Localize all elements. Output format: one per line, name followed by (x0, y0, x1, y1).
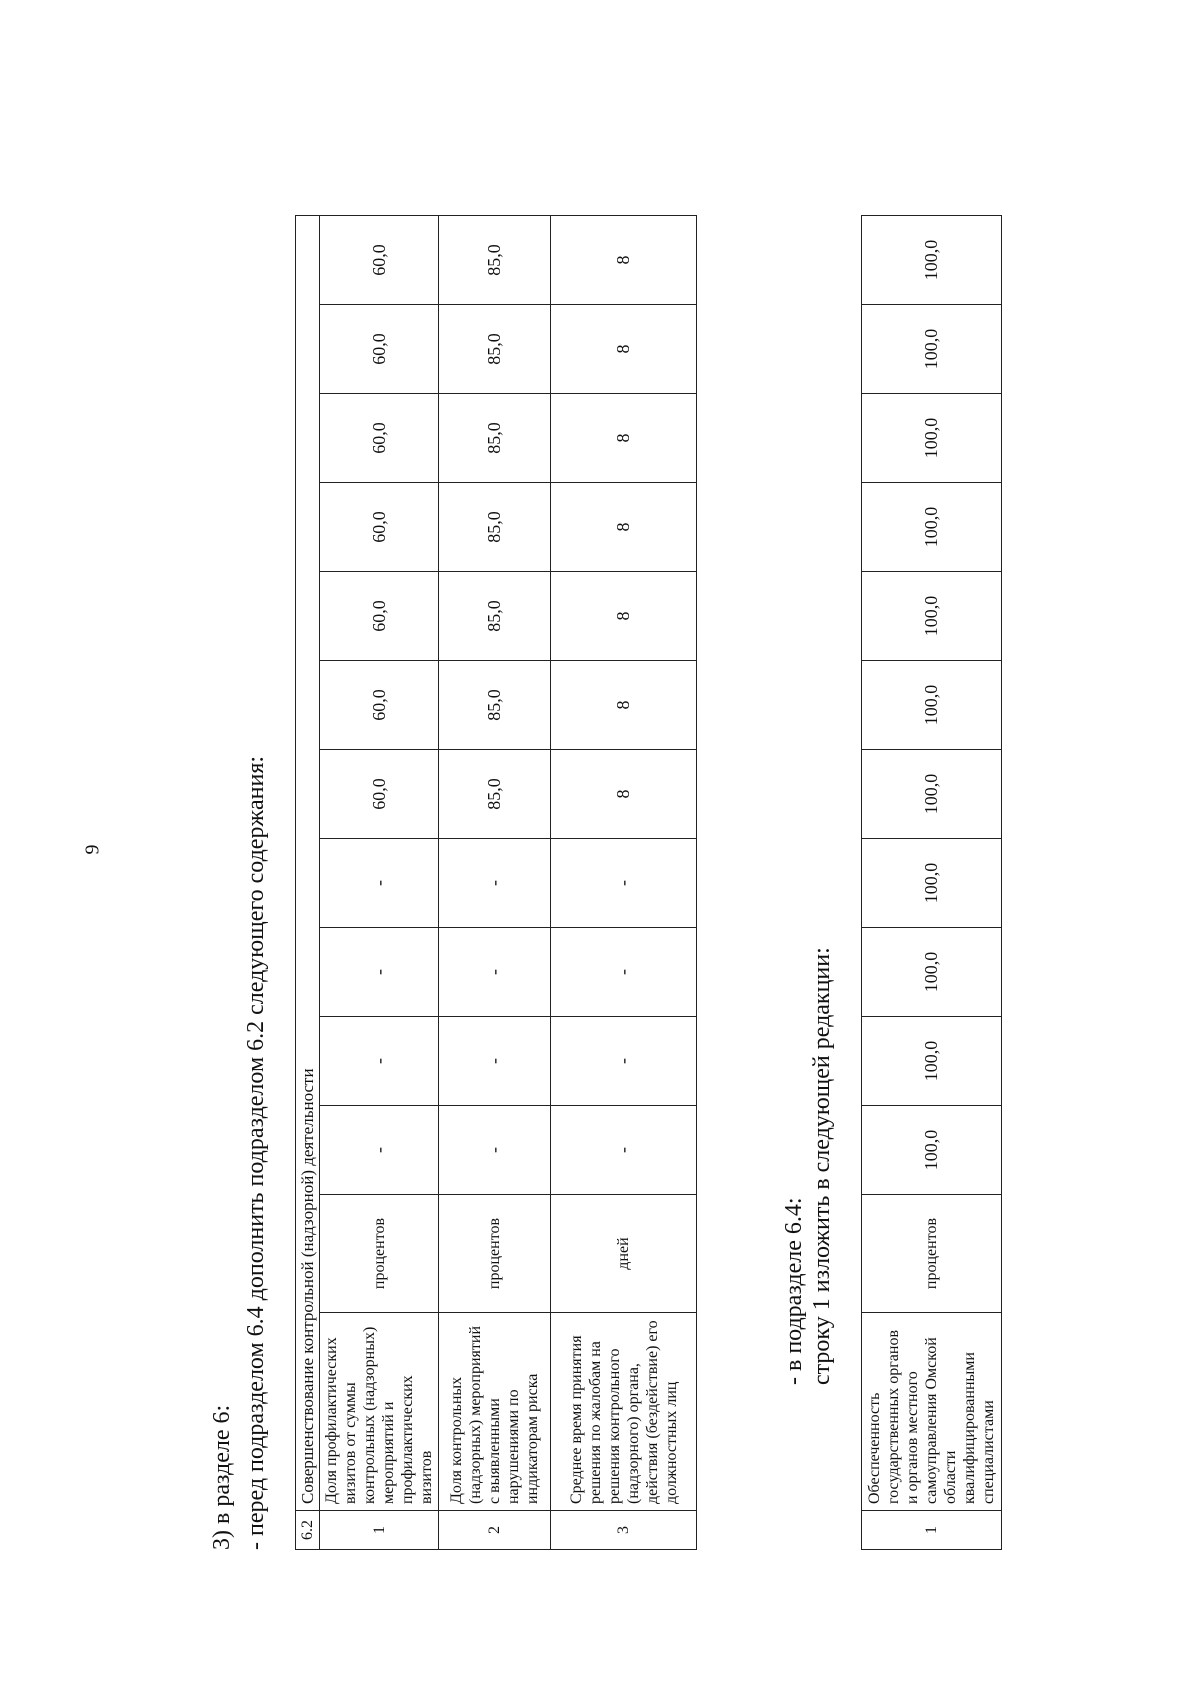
value-cell: 100,0 (862, 839, 1002, 928)
value-cell: 85,0 (439, 394, 551, 483)
value-cell: 100,0 (862, 394, 1002, 483)
indicators-table-6-4 (861, 215, 1002, 1550)
row-number: 1 (320, 1511, 439, 1550)
value-cell: 100,0 (862, 1017, 1002, 1106)
value-cell: 60,0 (320, 394, 439, 483)
value-cell: - (551, 928, 697, 1017)
value-cell: 60,0 (320, 661, 439, 750)
value-cell: - (320, 1017, 439, 1106)
value-cell: - (551, 1106, 697, 1195)
section-header-row (296, 216, 320, 1550)
table-row (439, 216, 551, 1550)
indicator-name: Среднее время принятия решения по жалобам на решения контрольного (надзорного) органа, действия (бездействие) его должностных лиц (551, 1313, 697, 1511)
intro-line-2: - перед подразделом 6.4 дополнить подразделом 6.2 следующего содержания: (243, 755, 269, 1550)
value-cell: 60,0 (320, 305, 439, 394)
indicator-name: Доля контрольных (надзорных) мероприятий с выявленными нарушениями по индикаторам риска (439, 1313, 551, 1511)
value-cell: - (439, 928, 551, 1017)
value-cell: 100,0 (862, 483, 1002, 572)
value-cell: 8 (551, 394, 697, 483)
row-number: 1 (862, 1511, 1002, 1550)
value-cell: 60,0 (320, 572, 439, 661)
value-cell: 100,0 (862, 305, 1002, 394)
page-number: 9 (81, 844, 104, 855)
table-6-4 (861, 215, 1002, 1550)
value-cell: 8 (551, 572, 697, 661)
value-cell: 100,0 (862, 1106, 1002, 1195)
value-cell: 100,0 (862, 661, 1002, 750)
indicator-name: Обеспеченность государственных органов и органов местного самоуправления Омской области квалифицированными специалистами (862, 1313, 1002, 1511)
value-cell: 100,0 (862, 572, 1002, 661)
value-cell: 60,0 (320, 216, 439, 305)
value-cell: 60,0 (320, 483, 439, 572)
indicators-table-6-2 (295, 215, 697, 1550)
unit-cell: процентов (439, 1195, 551, 1313)
row-number: 2 (439, 1511, 551, 1550)
value-cell: - (320, 1106, 439, 1195)
value-cell: 85,0 (439, 750, 551, 839)
value-cell: 85,0 (439, 661, 551, 750)
rotated-page-content (205, 130, 1065, 1550)
subhead-line-2: строку 1 изложить в следующей редакции: (809, 947, 835, 1385)
value-cell: - (320, 928, 439, 1017)
value-cell: 100,0 (862, 928, 1002, 1017)
value-cell: - (439, 1106, 551, 1195)
value-cell: 85,0 (439, 216, 551, 305)
table-6-2 (295, 215, 697, 1550)
amendment-subhead (780, 947, 836, 1385)
value-cell: - (551, 839, 697, 928)
value-cell: 85,0 (439, 572, 551, 661)
unit-cell: дней (551, 1195, 697, 1313)
value-cell: 60,0 (320, 750, 439, 839)
section-title: Совершенствование контрольной (надзорной) деятельности (296, 216, 320, 1511)
value-cell: 8 (551, 750, 697, 839)
value-cell: 8 (551, 216, 697, 305)
section-number: 6.2 (296, 1511, 320, 1550)
unit-cell: процентов (862, 1195, 1002, 1313)
value-cell: - (551, 1017, 697, 1106)
value-cell: 8 (551, 483, 697, 572)
table-row (551, 216, 697, 1550)
row-number: 3 (551, 1511, 697, 1550)
value-cell: - (320, 839, 439, 928)
table-row (320, 216, 439, 1550)
value-cell: - (439, 839, 551, 928)
table-row (862, 216, 1002, 1550)
unit-cell: процентов (320, 1195, 439, 1313)
indicator-name: Доля профилактических визитов от суммы контрольных (надзорных) мероприятий и профилактических визитов (320, 1313, 439, 1511)
value-cell: 8 (551, 661, 697, 750)
value-cell: 85,0 (439, 305, 551, 394)
amendment-intro (205, 756, 273, 1550)
value-cell: 85,0 (439, 483, 551, 572)
subhead-line-1: - в подразделе 6.4: (781, 1197, 807, 1385)
intro-line-1: 3) в разделе 6: (209, 1404, 235, 1550)
value-cell: - (439, 1017, 551, 1106)
value-cell: 100,0 (862, 216, 1002, 305)
value-cell: 100,0 (862, 750, 1002, 839)
value-cell: 8 (551, 305, 697, 394)
